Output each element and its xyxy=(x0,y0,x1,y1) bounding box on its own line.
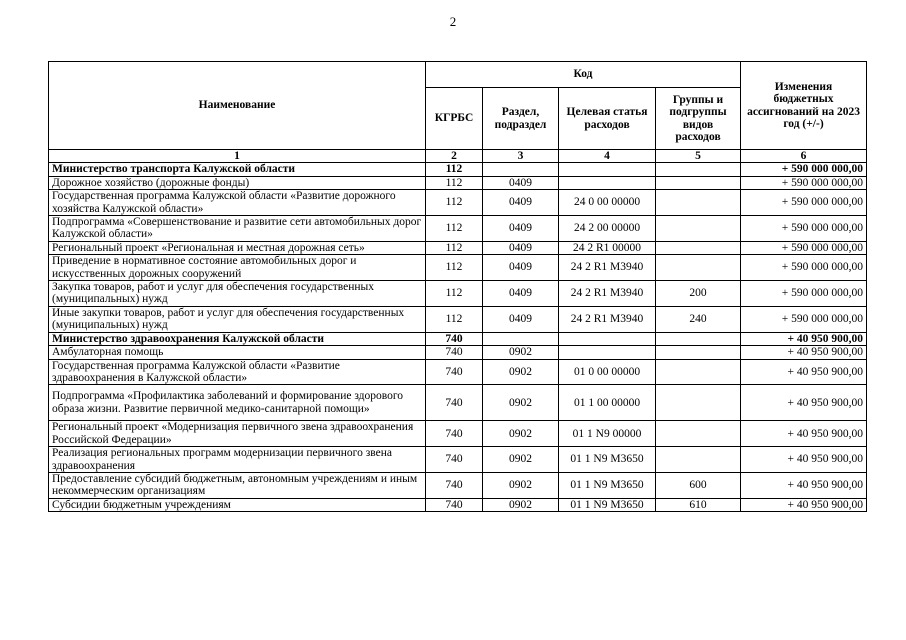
row-amount: + 590 000 000,00 xyxy=(741,255,867,281)
row-amount: + 40 950 900,00 xyxy=(741,498,867,511)
table-row xyxy=(49,447,867,473)
row-kgrbs: 112 xyxy=(426,190,483,216)
row-amount: + 590 000 000,00 xyxy=(741,306,867,332)
row-kgrbs: 112 xyxy=(426,176,483,189)
row-target-article xyxy=(559,332,656,345)
row-section: 0409 xyxy=(483,241,559,254)
row-section: 0902 xyxy=(483,421,559,447)
table-row xyxy=(49,241,867,254)
row-section: 0409 xyxy=(483,216,559,242)
row-amount: + 40 950 900,00 xyxy=(741,332,867,345)
row-kgrbs: 112 xyxy=(426,163,483,176)
table-row xyxy=(49,472,867,498)
row-amount: + 590 000 000,00 xyxy=(741,163,867,176)
row-expense-group xyxy=(656,346,741,359)
table-body xyxy=(49,163,867,512)
row-expense-group xyxy=(656,190,741,216)
row-target-article: 24 2 R1 00000 xyxy=(559,241,656,254)
table-row xyxy=(49,163,867,176)
row-expense-group xyxy=(656,176,741,189)
row-amount: + 590 000 000,00 xyxy=(741,241,867,254)
row-target-article: 01 1 N9 M3650 xyxy=(559,472,656,498)
row-expense-group: 200 xyxy=(656,281,741,307)
row-section: 0409 xyxy=(483,255,559,281)
row-amount: + 40 950 900,00 xyxy=(741,421,867,447)
row-target-article xyxy=(559,346,656,359)
table-row xyxy=(49,255,867,281)
row-section: 0902 xyxy=(483,385,559,421)
row-kgrbs: 740 xyxy=(426,332,483,345)
row-kgrbs: 740 xyxy=(426,346,483,359)
row-target-article: 24 2 00 00000 xyxy=(559,216,656,242)
table-row xyxy=(49,216,867,242)
column-index: 4 xyxy=(559,150,656,163)
row-expense-group xyxy=(656,359,741,385)
row-name: Подпрограмма «Профилактика заболеваний и формирование здорового образа жизни. Развитие первичной медико-санитарной помощи» xyxy=(49,385,426,421)
row-section: 0902 xyxy=(483,472,559,498)
row-target-article: 24 2 R1 M3940 xyxy=(559,281,656,307)
row-section: 0902 xyxy=(483,498,559,511)
row-amount: + 40 950 900,00 xyxy=(741,359,867,385)
row-expense-group xyxy=(656,163,741,176)
table-row xyxy=(49,306,867,332)
column-index: 3 xyxy=(483,150,559,163)
row-name: Министерство транспорта Калужской области xyxy=(49,163,426,176)
row-section: 0902 xyxy=(483,359,559,385)
row-target-article: 01 1 00 00000 xyxy=(559,385,656,421)
row-section xyxy=(483,332,559,345)
table-row xyxy=(49,176,867,189)
row-expense-group xyxy=(656,385,741,421)
column-index: 1 xyxy=(49,150,426,163)
row-amount: + 590 000 000,00 xyxy=(741,176,867,189)
row-target-article: 24 0 00 00000 xyxy=(559,190,656,216)
row-name: Государственная программа Калужской области «Развитие дорожного хозяйства Калужской области» xyxy=(49,190,426,216)
row-name: Подпрограмма «Совершенствование и развитие сети автомобильных дорог Калужской области» xyxy=(49,216,426,242)
table-row xyxy=(49,332,867,345)
row-kgrbs: 112 xyxy=(426,216,483,242)
header-changes: Изменения бюджетных ассигнований на 2023 год (+/-) xyxy=(741,62,867,150)
page-number: 2 xyxy=(449,14,457,29)
table-row xyxy=(49,190,867,216)
row-name: Иные закупки товаров, работ и услуг для обеспечения государственных (муниципальных) нужд xyxy=(49,306,426,332)
table-row xyxy=(49,498,867,511)
column-index: 2 xyxy=(426,150,483,163)
header-code: Код xyxy=(426,62,741,88)
table-row xyxy=(49,421,867,447)
row-kgrbs: 740 xyxy=(426,472,483,498)
row-kgrbs: 112 xyxy=(426,281,483,307)
row-name: Предоставление субсидий бюджетным, автономным учреждениям и иным некоммерческим организациям xyxy=(49,472,426,498)
row-amount: + 40 950 900,00 xyxy=(741,472,867,498)
table-row xyxy=(49,346,867,359)
row-kgrbs: 112 xyxy=(426,255,483,281)
row-name: Дорожное хозяйство (дорожные фонды) xyxy=(49,176,426,189)
row-section: 0409 xyxy=(483,190,559,216)
row-section: 0902 xyxy=(483,346,559,359)
row-amount: + 590 000 000,00 xyxy=(741,281,867,307)
table-row xyxy=(49,385,867,421)
row-target-article: 01 0 00 00000 xyxy=(559,359,656,385)
row-section: 0902 xyxy=(483,447,559,473)
row-expense-group xyxy=(656,255,741,281)
row-kgrbs: 112 xyxy=(426,306,483,332)
row-kgrbs: 740 xyxy=(426,421,483,447)
column-index: 5 xyxy=(656,150,741,163)
header-groups: Группы и подгруппы видов расходов xyxy=(656,88,741,150)
row-target-article: 01 1 N9 M3650 xyxy=(559,447,656,473)
header-kgrbs: КГРБС xyxy=(426,88,483,150)
row-target-article: 24 2 R1 M3940 xyxy=(559,255,656,281)
column-index-row xyxy=(49,150,867,163)
row-name: Амбулаторная помощь xyxy=(49,346,426,359)
row-target-article: 01 1 N9 00000 xyxy=(559,421,656,447)
row-name: Государственная программа Калужской области «Развитие здравоохранения в Калужской области» xyxy=(49,359,426,385)
row-expense-group xyxy=(656,241,741,254)
table-row xyxy=(49,281,867,307)
row-amount: + 40 950 900,00 xyxy=(741,447,867,473)
row-name: Закупка товаров, работ и услуг для обеспечения государственных (муниципальных) нужд xyxy=(49,281,426,307)
row-kgrbs: 740 xyxy=(426,498,483,511)
row-expense-group xyxy=(656,216,741,242)
row-expense-group: 600 xyxy=(656,472,741,498)
row-section: 0409 xyxy=(483,176,559,189)
row-kgrbs: 740 xyxy=(426,385,483,421)
row-amount: + 40 950 900,00 xyxy=(741,385,867,421)
row-target-article: 01 1 N9 M3650 xyxy=(559,498,656,511)
row-name: Субсидии бюджетным учреждениям xyxy=(49,498,426,511)
row-name: Реализация региональных программ модернизации первичного звена здравоохранения xyxy=(49,447,426,473)
row-kgrbs: 740 xyxy=(426,359,483,385)
budget-table xyxy=(48,61,867,512)
row-section: 0409 xyxy=(483,281,559,307)
row-amount: + 590 000 000,00 xyxy=(741,216,867,242)
row-amount: + 590 000 000,00 xyxy=(741,190,867,216)
header-target: Целевая статья расходов xyxy=(559,88,656,150)
row-target-article xyxy=(559,176,656,189)
row-name: Приведение в нормативное состояние автомобильных дорог и искусственных дорожных сооружений xyxy=(49,255,426,281)
row-kgrbs: 112 xyxy=(426,241,483,254)
row-name: Министерство здравоохранения Калужской области xyxy=(49,332,426,345)
row-expense-group: 610 xyxy=(656,498,741,511)
row-name: Региональный проект «Модернизация первичного звена здравоохранения Российской Федерации» xyxy=(49,421,426,447)
row-target-article xyxy=(559,163,656,176)
row-expense-group xyxy=(656,421,741,447)
table-row xyxy=(49,359,867,385)
row-expense-group xyxy=(656,332,741,345)
row-section xyxy=(483,163,559,176)
row-name: Региональный проект «Региональная и местная дорожная сеть» xyxy=(49,241,426,254)
row-kgrbs: 740 xyxy=(426,447,483,473)
row-expense-group: 240 xyxy=(656,306,741,332)
header-section: Раздел, подраздел xyxy=(483,88,559,150)
row-section: 0409 xyxy=(483,306,559,332)
row-target-article: 24 2 R1 M3940 xyxy=(559,306,656,332)
header-name: Наименование xyxy=(49,62,426,150)
row-amount: + 40 950 900,00 xyxy=(741,346,867,359)
row-expense-group xyxy=(656,447,741,473)
column-index: 6 xyxy=(741,150,867,163)
